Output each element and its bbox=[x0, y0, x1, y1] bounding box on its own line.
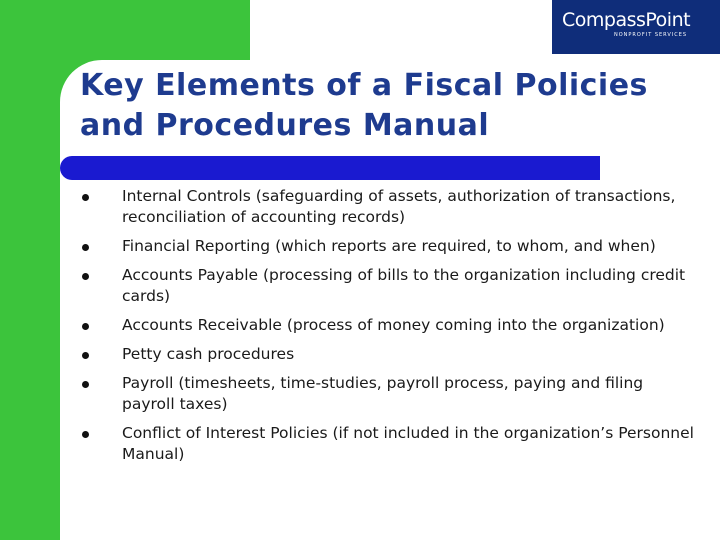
bullet-text: Internal Controls (safeguarding of assets, authorization of transactions, reconciliation of accounting records) bbox=[122, 187, 676, 226]
title-line-1: Key Elements of a Fiscal Policies bbox=[80, 68, 648, 103]
list-item bbox=[80, 423, 700, 465]
logo-tagline: NONPROFIT SERVICES bbox=[614, 32, 688, 38]
list-item bbox=[80, 344, 700, 365]
list-item bbox=[80, 186, 700, 228]
list-item bbox=[80, 373, 700, 415]
list-item bbox=[80, 315, 700, 336]
title-line-2: and Procedures Manual bbox=[80, 108, 490, 143]
list-item bbox=[80, 265, 700, 307]
bullet-text: Petty cash procedures bbox=[122, 345, 295, 363]
bullet-dot-icon bbox=[82, 194, 89, 201]
bullet-dot-icon bbox=[82, 273, 89, 280]
title-divider bbox=[60, 156, 600, 180]
compasspoint-logo bbox=[552, 0, 720, 54]
bullet-dot-icon bbox=[82, 381, 89, 388]
bullet-dot-icon bbox=[82, 431, 89, 438]
bullet-text: Conflict of Interest Policies (if not included in the organization’s Personnel Manual) bbox=[122, 424, 694, 463]
list-item bbox=[80, 236, 700, 257]
bullet-list bbox=[80, 186, 700, 473]
bullet-dot-icon bbox=[82, 352, 89, 359]
bullet-text: Accounts Payable (processing of bills to the organization including credit cards) bbox=[122, 266, 686, 305]
bullet-text: Financial Reporting (which reports are required, to whom, and when) bbox=[122, 237, 656, 255]
logo-name: CompassPoint bbox=[562, 9, 691, 31]
bullet-text: Payroll (timesheets, time-studies, payroll process, paying and filing payroll taxes) bbox=[122, 374, 644, 413]
bullet-dot-icon bbox=[82, 244, 89, 251]
bullet-text: Accounts Receivable (process of money coming into the organization) bbox=[122, 316, 665, 334]
slide-title bbox=[80, 66, 680, 146]
bullet-dot-icon bbox=[82, 323, 89, 330]
